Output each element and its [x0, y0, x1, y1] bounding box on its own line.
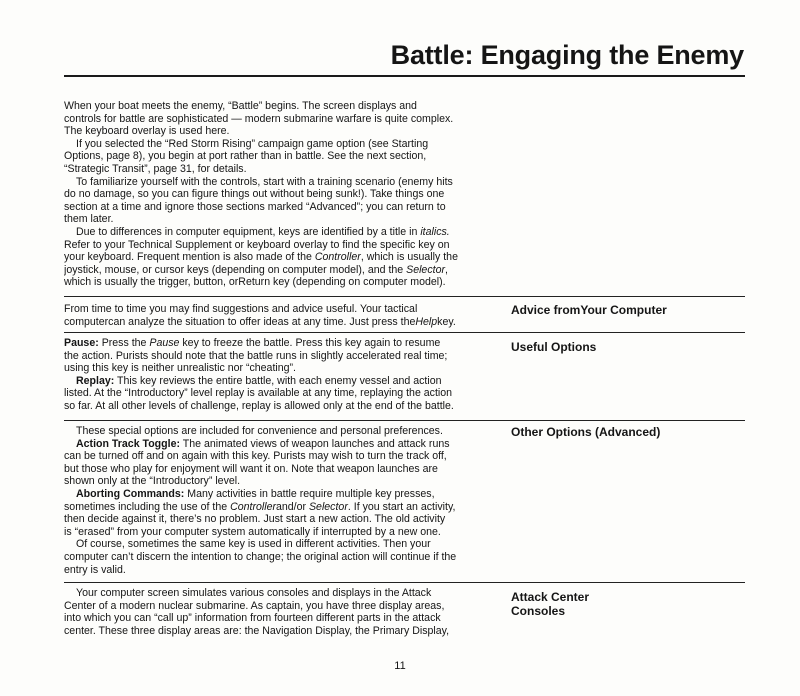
term-label: Action Track Toggle:: [76, 437, 180, 450]
text-line: into which you can “call up” information from fourteen different parts in the attack: [64, 612, 441, 625]
text-line: [64, 375, 494, 388]
intro-text: [64, 100, 494, 289]
text-line: These special options are included for convenience and personal preferences.: [76, 425, 443, 437]
text-segment: sometimes including the use of the: [64, 500, 231, 513]
text-segment: Many activities in battle require multiple key presses,: [184, 487, 435, 500]
text-line: entry is valid.: [64, 563, 126, 576]
text-line: If you selected the “Red Storm Rising” campaign game option (see Starting: [76, 137, 429, 150]
text-line: so far. At all other levels of challenge, replay is allowed only at the end of the battle.: [64, 399, 454, 412]
text-segment: The animated views of weapon launches and attack runs: [180, 437, 450, 450]
text-line: From time to time you may find suggestions and advice useful. Your tactical: [64, 303, 418, 315]
other-text: [64, 425, 494, 576]
text-line: Your computer screen simulates various consoles and displays in the Attack: [76, 587, 432, 599]
section-rule: [64, 332, 745, 333]
text-line: Options, page 8), you begin at port rather than in battle. See the next section,: [64, 150, 427, 163]
text-line: then decide against it, there’s no problem. Just start a new action. The old activity: [64, 513, 446, 526]
title-rule: [64, 75, 745, 77]
term-label: Aborting Commands:: [76, 487, 185, 500]
italic-term: Selector: [308, 500, 348, 513]
text-segment: key to freeze the battle. Press this key again to resume: [179, 337, 441, 349]
attack-heading: [511, 590, 741, 618]
text-line: center. These three display areas are: the Navigation Display, the Primary Display,: [64, 624, 450, 637]
text-segment: joystick, mouse, or cursor keys (depending on computer model), and the: [64, 263, 404, 276]
text-line: [64, 251, 494, 264]
text-segment: , which is usually the: [360, 251, 458, 264]
italic-term: Controller: [230, 500, 276, 513]
text-line: listed. At the “Introductory” level replay is available at any time, replaying the action: [64, 387, 453, 400]
italic-term: Controller: [314, 251, 361, 264]
section-rule: [64, 420, 745, 421]
text-line: Refer to your Technical Supplement or keyboard overlay to find the specific key on: [64, 238, 450, 251]
text-line: [64, 264, 494, 277]
text-line: Of course, sometimes the same key is used in different activities. Then your: [76, 538, 431, 551]
text-line: When your boat meets the enemy, “Battle” begins. The screen displays and: [64, 100, 417, 112]
advice-heading: Advice fromYour Computer: [511, 303, 667, 317]
term-label: Replay:: [76, 374, 115, 387]
text-line: do no damage, so you can figure things out without being sunk!). Take things one: [64, 188, 445, 201]
page-number: 11: [394, 660, 406, 672]
text-line: section at a time and ignore those sections marked “Advanced”; you can return to: [64, 200, 446, 213]
advice-text: [64, 303, 494, 328]
text-segment: Press the: [98, 337, 150, 349]
text-segment: computercan analyze the situation to offer ideas at any time. Just press the: [64, 315, 416, 328]
text-segment: your keyboard. Frequent mention is also made of the: [64, 251, 312, 264]
page-title: Battle: Engaging the Enemy: [390, 40, 744, 70]
text-line: is “erased” from your computer system automatically if interrupted by a new one.: [64, 525, 441, 538]
section-rule: [64, 296, 745, 297]
italic-term: Help: [415, 315, 438, 328]
text-line: them later.: [64, 213, 114, 226]
text-segment: Due to differences in computer equipment, keys are identified by a title in: [76, 225, 418, 238]
text-line: To familiarize yourself with the controls, start with a training scenario (enemy hits: [76, 175, 453, 188]
text-line: can be turned off and on again with this key. Purists may wish to turn the track off,: [64, 450, 447, 463]
text-line: computer can’t discern the intention to change; the original action will continue if the: [64, 550, 457, 563]
text-line: [64, 501, 494, 514]
text-line: but those who play for enjoyment will want it on. Note that weapon launches are: [64, 462, 438, 475]
text-line: [64, 226, 494, 239]
text-segment: key.: [437, 315, 456, 328]
term-label: Pause:: [64, 337, 99, 349]
text-line: shown only at the “Introductory” level.: [64, 475, 241, 488]
attack-heading-line: Attack Center: [511, 590, 590, 604]
text-line: “Strategic Transit”, page 31, for details.: [64, 162, 247, 175]
italic-term: Selector: [406, 263, 445, 276]
section-rule: [64, 582, 745, 583]
text-line: [64, 488, 494, 501]
text-line: Center of a modern nuclear submarine. As captain, you have three display areas,: [64, 599, 445, 612]
text-line: which is usually the trigger, button, orReturn key (depending on computer model).: [64, 276, 446, 289]
useful-text: [64, 337, 494, 413]
text-line: [64, 316, 494, 329]
useful-heading: Useful Options: [511, 340, 597, 354]
text-segment: and/or: [276, 500, 309, 513]
text-line: the action. Purists should note that the battle runs in slightly accelerated real time;: [64, 349, 448, 362]
attack-heading-line: Consoles: [511, 604, 566, 618]
italic-term: italics.: [420, 225, 450, 238]
other-heading: Other Options (Advanced): [511, 425, 661, 439]
text-line: controls for battle are sophisticated — modern submarine warfare is quite complex.: [64, 112, 454, 125]
text-line: using this key is neither unrealistic nor “cheating”.: [64, 362, 296, 375]
text-segment: . If you start an activity,: [347, 500, 456, 513]
text-segment: ,: [445, 263, 448, 276]
text-segment: This key reviews the entire battle, with each enemy vessel and action: [114, 374, 442, 387]
text-line: The keyboard overlay is used here.: [64, 125, 230, 138]
attack-text: [64, 587, 494, 637]
text-line: [64, 337, 494, 350]
italic-term: Pause: [149, 337, 180, 349]
text-line: [64, 438, 494, 451]
